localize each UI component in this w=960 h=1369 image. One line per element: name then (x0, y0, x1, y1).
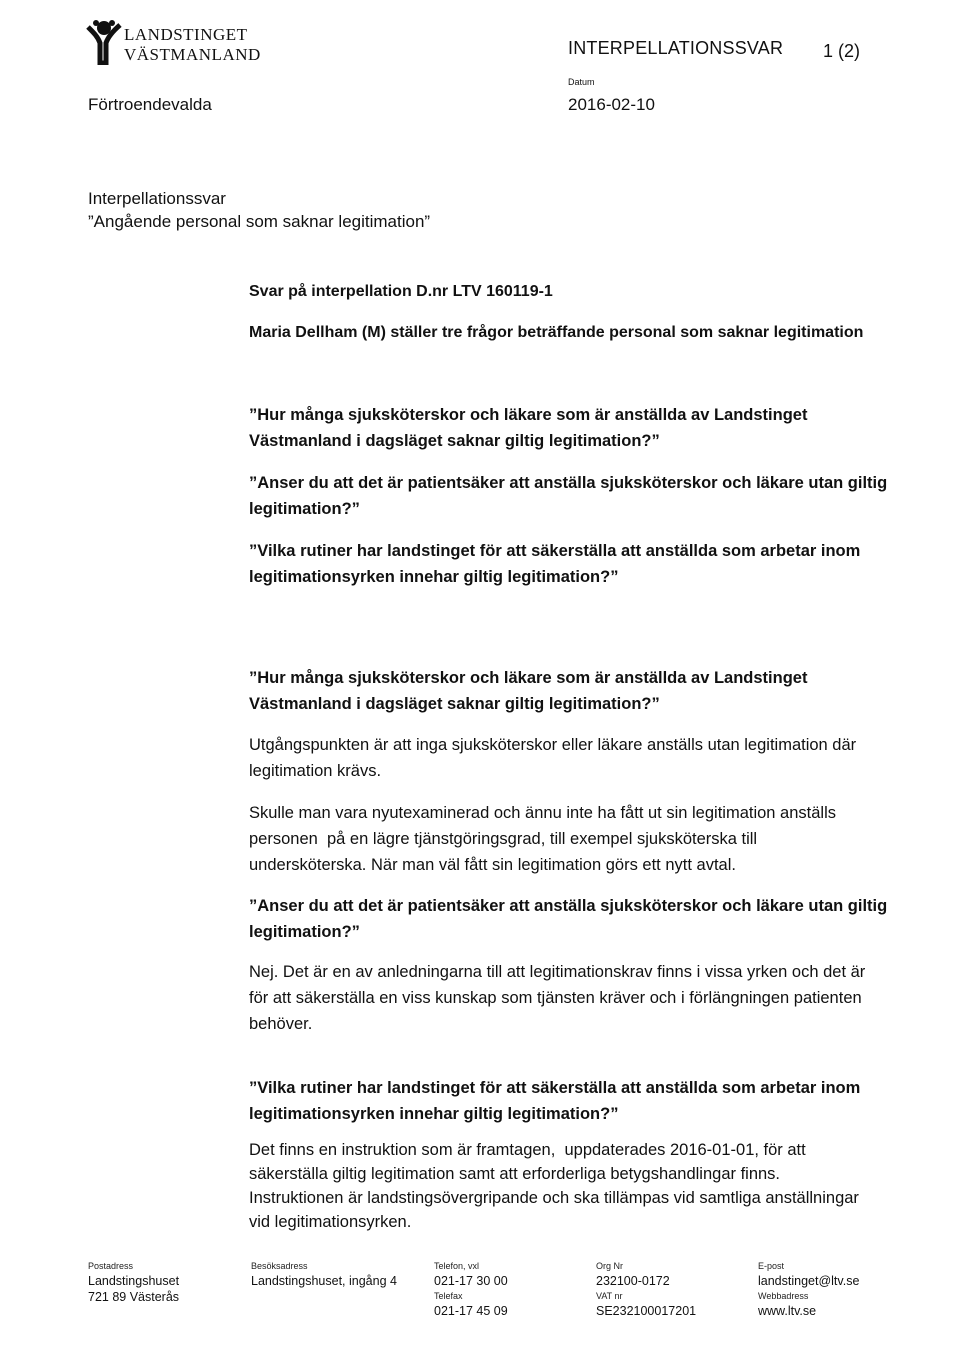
answer-2-question (249, 893, 887, 945)
footer-orgnr-value: 232100-0172 (596, 1274, 670, 1288)
footer-orgnr (596, 1261, 696, 1319)
question-3-line-1: ”Vilka rutiner har landstinget för att säkerställa att anställda som arbetar inom (249, 542, 861, 560)
document-type: INTERPELLATIONSSVAR (568, 38, 784, 58)
footer-postadress (88, 1261, 179, 1305)
subject-line-1: Interpellationssvar (88, 189, 226, 208)
footer-vatnr-value: SE232100017201 (596, 1304, 697, 1318)
answer-3-paragraph-line-2: säkerställa giltig legitimation samt att erforderliga betygshandlingar finns. (249, 1165, 781, 1183)
answer-heading: Svar på interpellation D.nr LTV 160119-1 (249, 283, 553, 300)
footer-besoksadress-value: Landstingshuset, ingång 4 (251, 1274, 397, 1288)
answer-2-paragraph (249, 959, 865, 1037)
footer-vatnr-label: VAT nr (596, 1291, 623, 1301)
footer-telefax-value: 021-17 45 09 (434, 1304, 508, 1318)
answer-2-paragraph-line-3: behöver. (249, 1015, 313, 1033)
footer-postadress-line-2: 721 89 Västerås (88, 1290, 180, 1304)
answer-1-question (249, 665, 807, 717)
logo (86, 19, 266, 69)
question-2-line-1: ”Anser du att det är patientsäker att anställa sjuksköterskor och läkare utan giltig (249, 474, 888, 492)
question-3-line-2: legitimationsyrken innehar giltig legitimation?” (249, 568, 619, 586)
answer-1-paragraph-2-line-1: Skulle man vara nyutexaminerad och ännu inte ha fått ut sin legitimation anställs (249, 804, 836, 822)
question-2-line-2: legitimation?” (249, 500, 360, 518)
footer-telefon (434, 1261, 508, 1319)
logo-line-2: VÄSTMANLAND (124, 45, 261, 64)
answer-3-paragraph (249, 1138, 859, 1234)
intro-text: Maria Dellham (M) ställer tre frågor beträffande personal som saknar legitimation (249, 324, 864, 341)
answer-1-question-line-1: ”Hur många sjuksköterskor och läkare som är anställda av Landstinget (249, 669, 808, 687)
question-2 (249, 470, 887, 522)
subject-line-2: ”Angående personal som saknar legitimation” (88, 212, 431, 231)
classification: Förtroendevalda (88, 95, 212, 114)
answer-3-paragraph-line-4: vid legitimationsyrken. (249, 1213, 412, 1231)
question-1-line-2: Västmanland i dagsläget saknar giltig legitimation?” (249, 432, 660, 450)
footer-epost (758, 1261, 859, 1319)
question-1 (249, 402, 807, 454)
footer-orgnr-label: Org Nr (596, 1261, 623, 1271)
footer-epost-value: landstinget@ltv.se (758, 1274, 860, 1288)
answer-1-paragraph-1-line-2: legitimation krävs. (249, 762, 382, 780)
footer-postadress-line-1: Landstingshuset (88, 1274, 180, 1288)
footer-postadress-label: Postadress (88, 1261, 134, 1271)
question-1-line-1: ”Hur många sjuksköterskor och läkare som är anställda av Landstinget (249, 406, 808, 424)
answer-1-paragraph-1-line-1: Utgångspunkten är att inga sjuksköterskor eller läkare anställs utan legitimation där (249, 736, 857, 754)
answer-2-question-line-1: ”Anser du att det är patientsäker att anställa sjuksköterskor och läkare utan giltig (249, 897, 888, 915)
answer-2-paragraph-line-2: för att säkerställa en viss kunskap som tjänsten kräver och i förlängningen patienten (249, 989, 862, 1007)
logo-line-1: LANDSTINGET (124, 25, 248, 44)
page-number: 1 (2) (823, 41, 861, 61)
question-3 (249, 538, 860, 590)
answer-3-question-line-2: legitimationsyrken innehar giltig legitimation?” (249, 1105, 619, 1123)
answer-2-question-line-2: legitimation?” (249, 923, 360, 941)
answer-1-question-line-2: Västmanland i dagsläget saknar giltig legitimation?” (249, 695, 660, 713)
answer-1-paragraph-2-line-3: undersköterska. När man väl fått sin legitimation görs ett nytt avtal. (249, 856, 736, 874)
date-label: Datum (568, 77, 595, 87)
footer-besoksadress-label: Besöksadress (251, 1261, 308, 1271)
answer-1-paragraph-1 (249, 732, 856, 784)
footer-telefon-label: Telefon, vxl (434, 1261, 480, 1271)
answer-3-question (249, 1075, 860, 1127)
footer-webb-value: www.ltv.se (758, 1304, 817, 1318)
answer-2-paragraph-line-1: Nej. Det är en av anledningarna till att legitimationskrav finns i vissa yrken och det är (249, 963, 866, 981)
answer-1-paragraph-2-line-2: personen på en lägre tjänstgöringsgrad, till exempel sjuksköterska till (249, 830, 758, 848)
answer-3-paragraph-line-1: Det finns en instruktion som är framtagen, uppdaterades 2016-01-01, för att (249, 1141, 806, 1159)
answer-1-paragraph-2 (249, 800, 836, 878)
footer-besoksadress (251, 1261, 397, 1289)
landstinget-emblem-icon (86, 19, 122, 65)
footer-webb-label: Webbadress (758, 1291, 809, 1301)
answer-3-question-line-1: ”Vilka rutiner har landstinget för att säkerställa att anställda som arbetar inom (249, 1079, 861, 1097)
answer-3-paragraph-line-3: Instruktionen är landstingsövergripande och ska tillämpas vid samtliga anställningar (249, 1189, 859, 1207)
footer-telefon-value: 021-17 30 00 (434, 1274, 508, 1288)
footer-epost-label: E-post (758, 1261, 785, 1271)
footer-telefax-label: Telefax (434, 1291, 463, 1301)
document-date: 2016-02-10 (568, 95, 655, 114)
